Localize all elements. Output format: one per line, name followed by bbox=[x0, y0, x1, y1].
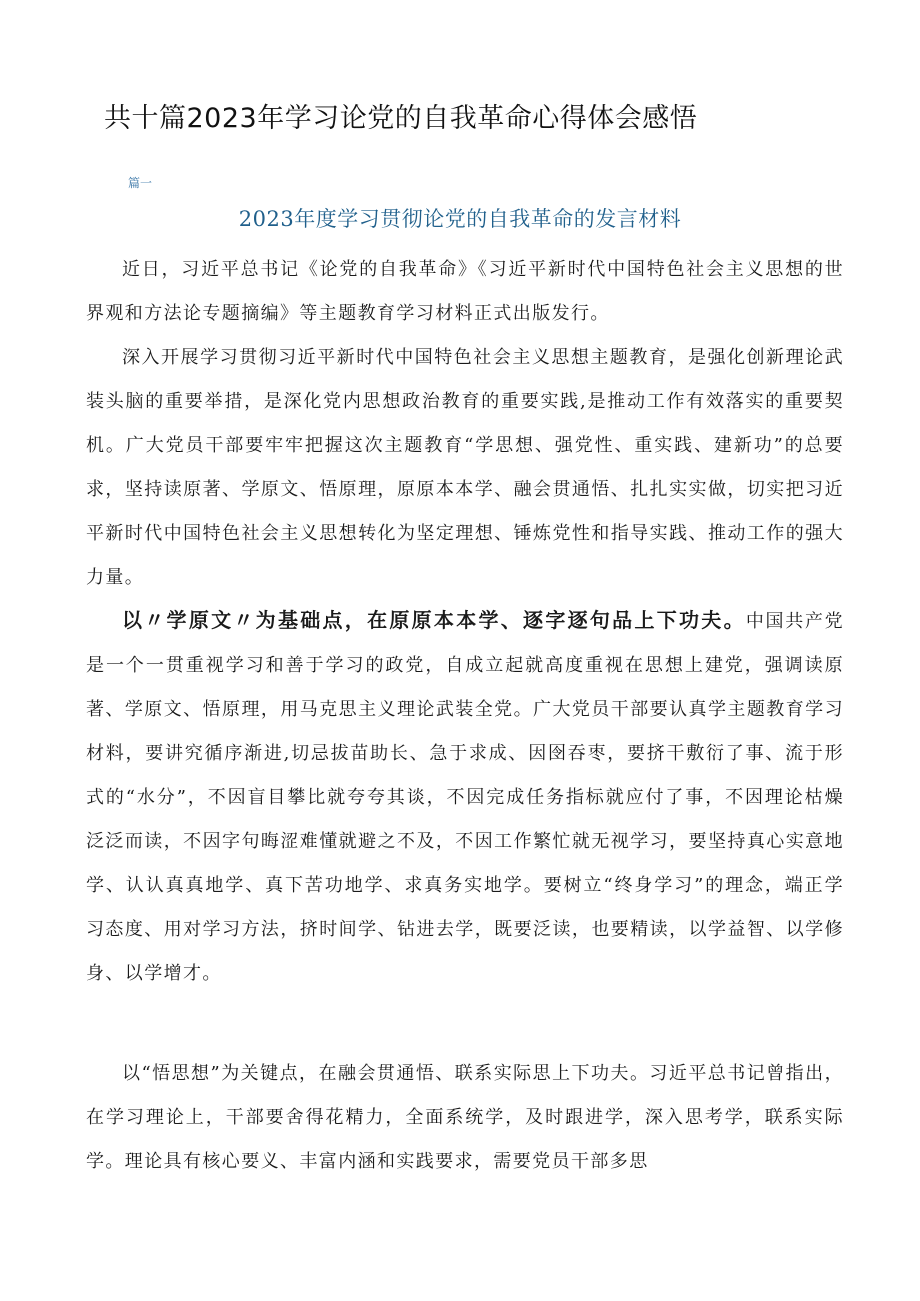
document-title: 共十篇2023年学习论党的自我革命心得体会感悟 bbox=[104, 103, 698, 134]
section-number-tag: 篇一 bbox=[128, 176, 153, 190]
paragraph-4: 以“悟思想”为关键点，在融会贯通悟、联系实际思上下功夫。习近平总书记曾指出，在学习理论上，干部要舍得花精力，全面系统学，及时跟进学，深入思考学，联系实际学。理论具有核心要义、丰富内涵和实践要求，需要党员干部多思 bbox=[86, 1063, 844, 1172]
paragraph-1: 近日，习近平总书记《论党的自我革命》《习近平新时代中国特色社会主义思想的世界观和方法论专题摘编》等主题教育学习材料正式出版发行。 bbox=[86, 259, 844, 324]
section-heading: 2023年度学习贯彻论党的自我革命的发言材料 bbox=[238, 207, 682, 231]
paragraph-3 bbox=[86, 598, 844, 996]
paragraph-3-lead: 以〃学原文〃为基础点，在原原本本学、逐字逐句品上下功夫。 bbox=[122, 608, 746, 632]
paragraph-3-body: 中国共产党是一个一贯重视学习和善于学习的政党，自成立起就高度重视在思想上建党，强调读原著、学原文、悟原理，用马克思主义理论武装全党。广大党员干部要认真学主题教育学习材料，要讲究循序渐进,切忌拔苗助长、急于求成、因囹吞枣，要挤干敷衍了事、流于形式的“水分”，不因盲目攀比就夸夸其谈，不因完成任务指标就应付了事，不因理论枯燥泛泛而读，不因字句晦涩难懂就避之不及，不因工作繁忙就无视学习，要坚持真心实意地学、认认真真地学、真下苦功地学、求真务实地学。要树立“终身学习”的理念，端正学习态度、用对学习方法，挤时间学、钻进去学，既要泛读，也要精读，以学益智、以学修身、以学增才。 bbox=[86, 611, 844, 984]
paragraph-2: 深入开展学习贯彻习近平新时代中国特色社会主义思想主题教育，是强化创新理论武装头脑的重要举措，是深化党内思想政治教育的重要实践,是推动工作有效落实的重要契机。广大党员干部要牢牢把握这次主题教育“学思想、强党性、重实践、建新功”的总要求，坚持读原著、学原文、悟原理，原原本本学、融会贯通悟、扎扎实实做，切实把习近平新时代中国特色社会主义思想转化为坚定理想、锤炼党性和指导实践、推动工作的强大力量。 bbox=[86, 347, 844, 588]
